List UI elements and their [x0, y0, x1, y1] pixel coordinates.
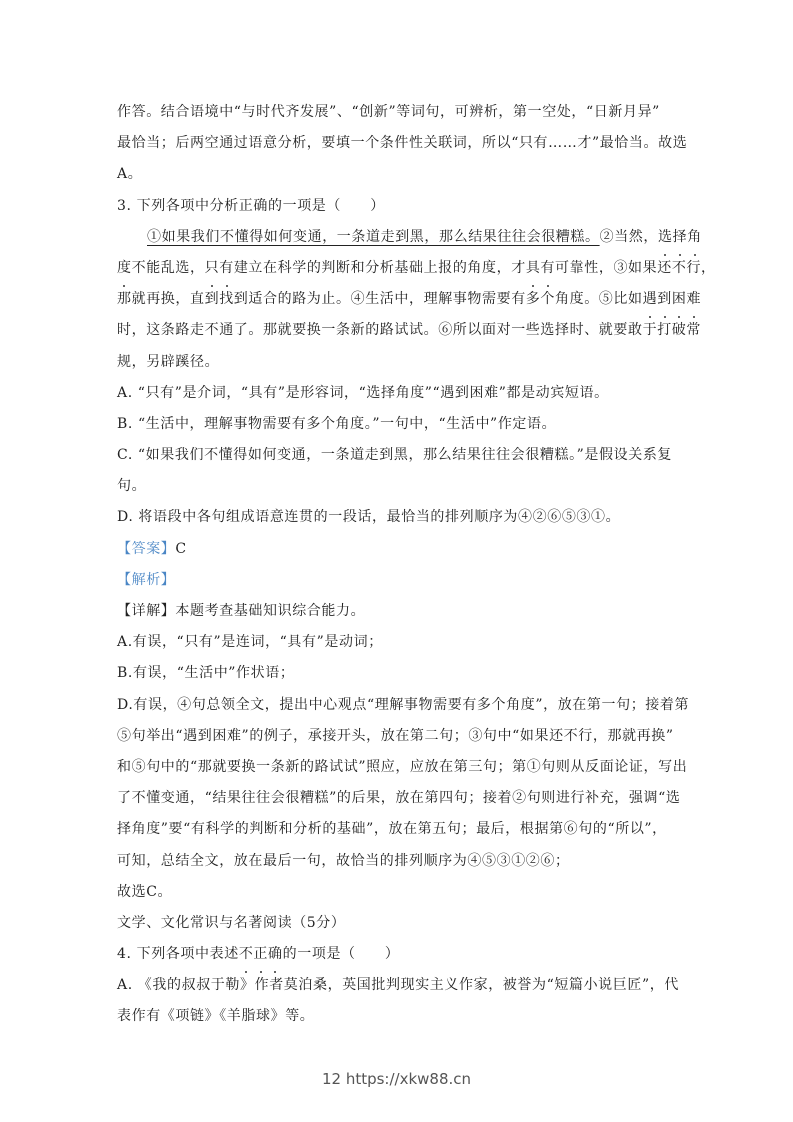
detail-d-line-1: D.有误，④句总领全文，提出中心观点“理解事物需要有多个角度”，放在第一句；接着第: [117, 696, 690, 713]
emphasis-char: 角: [687, 222, 702, 253]
document-page: [117, 97, 716, 1033]
option-a: A. “只有”是介词，“具有”是形容词，“选择角度”“遇到困难”都是动宾短语。: [117, 384, 609, 401]
emphasis-char: 有: [540, 253, 555, 284]
analysis-label: 【解析】: [117, 571, 176, 588]
section-title: 文学、文化常识与名著阅读（5分）: [117, 914, 346, 931]
passage-line-5: 规，另辟蹊径。: [117, 353, 220, 370]
option-c-line-2: 句。: [117, 478, 147, 495]
passage-text: 那就再换，直到找到适合的路为止。④生活中，理解事物需要有多个角度。⑤比如: [117, 291, 643, 308]
option-c-line-1: C. “如果我们不懂得如何变通，一条道走到黑，那么结果往往会很糟糕。”是假设关系复: [117, 447, 673, 464]
question-4-stem-text: 4. 下列各项中表述: [117, 946, 239, 963]
emphasis-char: 具: [526, 253, 541, 284]
passage-line-4: 时，这条路走不通了。那就要换一条新的路试试。⑥所以面对一些选择时、就要敢于打破常: [117, 322, 701, 339]
emphasis-char: 有: [219, 253, 234, 284]
question-4-option-a-line-1: A. 《我的叔叔于勒》作者莫泊桑，英国批判现实主义作家，被誉为“短篇小说巨匠”，代: [117, 977, 679, 994]
detail-d-line-6: 可知，总结全文，放在最后一句，故恰当的排列顺序为④⑤③①②⑥；: [117, 852, 570, 869]
emphasis-char: 正: [253, 939, 268, 970]
detail-a: A.有误，“只有”是连词，“具有”是动词；: [117, 634, 383, 651]
answer-value: C: [175, 540, 187, 557]
passage-line-2: [117, 253, 716, 284]
passage-line-1: [117, 222, 702, 253]
passage-text: 不能乱选，: [131, 259, 205, 276]
emphasis-char: 到: [657, 284, 672, 315]
emphasis-char: 遇: [643, 284, 658, 315]
detail-d-line-5: 择角度”要“有科学的判断和分析的基础”，放在第五句；最后，根据第⑥句的“所以”，: [117, 821, 667, 838]
emphasis-char: 难: [686, 284, 701, 315]
prev-answer-line-3: A。: [117, 166, 143, 183]
prev-answer-line-1: 作答。结合语境中“与时代齐发展”、“创新”等词句，可辨析，第一空处，“日新月异”: [117, 104, 660, 120]
answer-row: [117, 534, 677, 565]
emphasis-char: 择: [673, 222, 688, 253]
detail-b: B.有误，“生活中”作状语；: [117, 665, 295, 682]
detail-text: 本题考查基础知识综合能力。: [175, 603, 366, 619]
underlined-sentence-1: ①如果我们不懂得如何变通，一条道走到黑，那么结果往往会很糟糕。: [147, 228, 600, 245]
detail-label: 【详解】: [117, 603, 176, 619]
detail-intro: [117, 596, 677, 627]
emphasis-char: 只: [205, 253, 220, 284]
passage-text: ②当然，: [599, 228, 659, 245]
question-4-stem: [117, 939, 677, 970]
emphasis-char: 困: [672, 284, 687, 315]
prev-answer-line-2: 最恰当；后两空通过语意分析，要填一个条件性关联词，所以“只有……才”最恰当。故选: [117, 135, 688, 152]
passage-line-3: [117, 284, 702, 315]
detail-d-line-3: 和⑤句中的“那就要换一条新的路试试”照应，应放在第三句；第①句则从反面论证，写出: [117, 758, 688, 775]
emphasis-char: 度: [117, 253, 132, 284]
option-b: B. “生活中，理解事物需要有多个角度。”一句中，“生活中”作定语。: [117, 415, 557, 432]
detail-d-line-2: ⑤句举出“遇到困难”的例子，承接开头，放在第二句；③句中“如果还不行，那就再换”: [117, 727, 674, 744]
emphasis-char: 确: [268, 939, 283, 970]
option-d: D. 将语段中各句组成语意连贯的一段话，最恰当的排列顺序为④②⑥⑤③①。: [117, 509, 621, 526]
passage-text: 可靠性，③如果还不行，: [555, 259, 716, 276]
page-footer: 12 https://xkw88.cn: [321, 1070, 472, 1088]
passage-text: 建立在科学的判断和分析基础上报的角度，才: [233, 259, 526, 276]
detail-d-line-4: 了不懂变通，“结果往往会很糟糕”的后果，放在第四句；接着②句则进行补充，强调“选: [117, 790, 681, 807]
emphasis-char: 不: [239, 939, 254, 970]
question-4-stem-text: 的一项是（ ）: [282, 946, 400, 963]
answer-label: 【答案】: [117, 540, 176, 557]
question-4-option-a-line-2: 表作有《项链》《羊脂球》等。: [117, 1008, 315, 1025]
analysis-row: [117, 565, 677, 596]
detail-conclusion: 故选C。: [117, 883, 173, 900]
question-3-stem: 3. 下列各项中分析正确的一项是（ ）: [117, 197, 385, 214]
emphasis-char: 选: [658, 222, 673, 253]
